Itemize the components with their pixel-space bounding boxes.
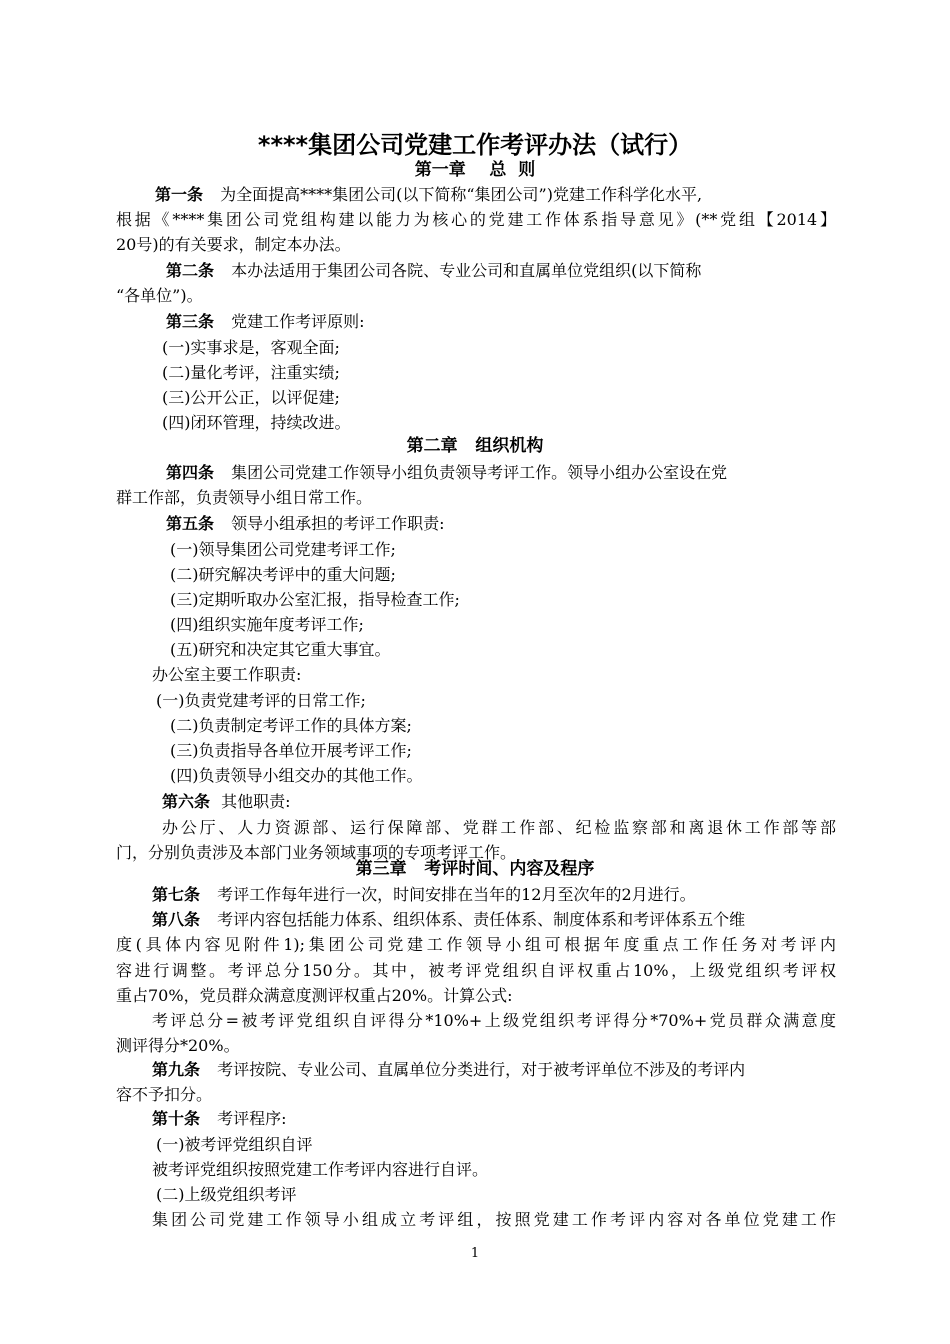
article-label: 第四条 xyxy=(166,463,215,482)
article-label: 第八条 xyxy=(152,910,201,929)
article-text: 本办法适用于集团公司各院、专业公司和直属单位党组织(以下简称 xyxy=(231,261,702,280)
article-8-line-1 xyxy=(152,908,745,932)
document-title: ****集团公司党建工作考评办法（试行） xyxy=(257,131,693,159)
article-8-line-4: 重占70%，党员群众满意度测评权重占20%。计算公式: xyxy=(116,986,513,1005)
article-9-line-2: 容不予扣分。 xyxy=(116,1085,213,1104)
article-5-line xyxy=(166,512,445,536)
procedure-step-text: 集团公司党建工作领导小组成立考评组，按照党建工作考评内容对各单位党建工作 xyxy=(152,1210,836,1229)
office-duty-item: (三)负责指导各单位开展考评工作; xyxy=(170,741,412,760)
chapter-1-heading: 第一章 总 则 xyxy=(414,160,536,180)
formula-line-2: 测评得分*20%。 xyxy=(116,1036,240,1055)
article-2-line-1 xyxy=(166,259,701,283)
article-6-line xyxy=(162,790,291,814)
article-1-line-1 xyxy=(155,183,702,207)
article-text: 领导小组承担的考评工作职责: xyxy=(231,514,445,533)
article-text: 考评按院、专业公司、直属单位分类进行，对于被考评单位不涉及的考评内 xyxy=(217,1060,746,1079)
office-duty-item: (二)负责制定考评工作的具体方案; xyxy=(170,716,412,735)
article-text: 为全面提高****集团公司(以下简称“集团公司”)党建工作科学化水平, xyxy=(220,185,703,204)
article-label: 第九条 xyxy=(152,1060,201,1079)
article-text: 集团公司党建工作领导小组负责领导考评工作。领导小组办公室设在党 xyxy=(231,463,728,482)
article-label: 第七条 xyxy=(152,885,201,904)
chapter-3-heading: 第三章 考评时间、内容及程序 xyxy=(355,859,595,879)
article-label: 第六条 xyxy=(162,792,211,811)
principle-item: (一)实事求是，客观全面; xyxy=(162,338,340,357)
article-8-line-2: 度(具体内容见附件1);集团公司党建工作领导小组可根据年度重点工作任务对考评内 xyxy=(116,935,836,954)
article-6-body-line-2: 门，分别负责涉及本部门业务领域事项的专项考评工作。 xyxy=(116,843,517,862)
article-label: 第二条 xyxy=(166,261,215,280)
article-label: 第五条 xyxy=(166,514,215,533)
article-text: 考评程序: xyxy=(217,1109,287,1128)
duty-item: (二)研究解决考评中的重大问题; xyxy=(170,565,396,584)
office-duties-heading: 办公室主要工作职责: xyxy=(152,665,302,684)
procedure-step-heading: (二)上级党组织考评 xyxy=(156,1185,297,1204)
article-label: 第一条 xyxy=(155,185,204,204)
article-4-line-1 xyxy=(166,461,727,485)
formula-line-1: 考评总分=被考评党组织自评得分*10%+上级党组织考评得分*70%+党员群众满意度 xyxy=(152,1011,836,1030)
page-number: 1 xyxy=(470,1246,480,1261)
article-1-line-3: 20号)的有关要求，制定本办法。 xyxy=(116,235,351,254)
procedure-step-text: 被考评党组织按照党建工作考评内容进行自评。 xyxy=(152,1160,489,1179)
article-label: 第三条 xyxy=(166,312,215,331)
duty-item: (五)研究和决定其它重大事宜。 xyxy=(170,640,391,659)
article-1-line-2: 根据《****集团公司党组构建以能力为核心的党建工作体系指导意见》(**党组【2014】 xyxy=(116,210,836,229)
article-7-line xyxy=(152,883,696,907)
article-8-line-3: 容进行调整。考评总分150分。其中，被考评党组织自评权重占10%，上级党组织考评权 xyxy=(116,961,836,980)
article-9-line-1 xyxy=(152,1058,745,1082)
principle-item: (三)公开公正，以评促建; xyxy=(162,388,340,407)
article-10-line xyxy=(152,1107,287,1131)
article-label: 第十条 xyxy=(152,1109,201,1128)
article-text: 其他职责: xyxy=(221,792,291,811)
office-duty-item: (四)负责领导小组交办的其他工作。 xyxy=(170,766,423,785)
principle-item: (四)闭环管理，持续改进。 xyxy=(162,413,351,432)
article-4-line-2: 群工作部，负责领导小组日常工作。 xyxy=(116,488,373,507)
article-text: 党建工作考评原则: xyxy=(231,312,365,331)
duty-item: (四)组织实施年度考评工作; xyxy=(170,615,364,634)
article-2-line-2: “各单位”)。 xyxy=(116,286,203,305)
procedure-step-heading: (一)被考评党组织自评 xyxy=(156,1135,313,1154)
principle-item: (二)量化考评，注重实绩; xyxy=(162,363,340,382)
office-duty-item: (一)负责党建考评的日常工作; xyxy=(156,691,366,710)
chapter-2-heading: 第二章 组织机构 xyxy=(406,436,544,456)
duty-item: (三)定期听取办公室汇报，指导检查工作; xyxy=(170,590,460,609)
article-text: 考评内容包括能力体系、组织体系、责任体系、制度体系和考评体系五个维 xyxy=(217,910,746,929)
article-3-line xyxy=(166,310,365,334)
duty-item: (一)领导集团公司党建考评工作; xyxy=(170,540,396,559)
article-text: 考评工作每年进行一次，时间安排在当年的12月至次年的2月进行。 xyxy=(217,885,696,904)
article-6-body-line-1: 办公厅、人力资源部、运行保障部、党群工作部、纪检监察部和离退休工作部等部 xyxy=(162,818,836,837)
